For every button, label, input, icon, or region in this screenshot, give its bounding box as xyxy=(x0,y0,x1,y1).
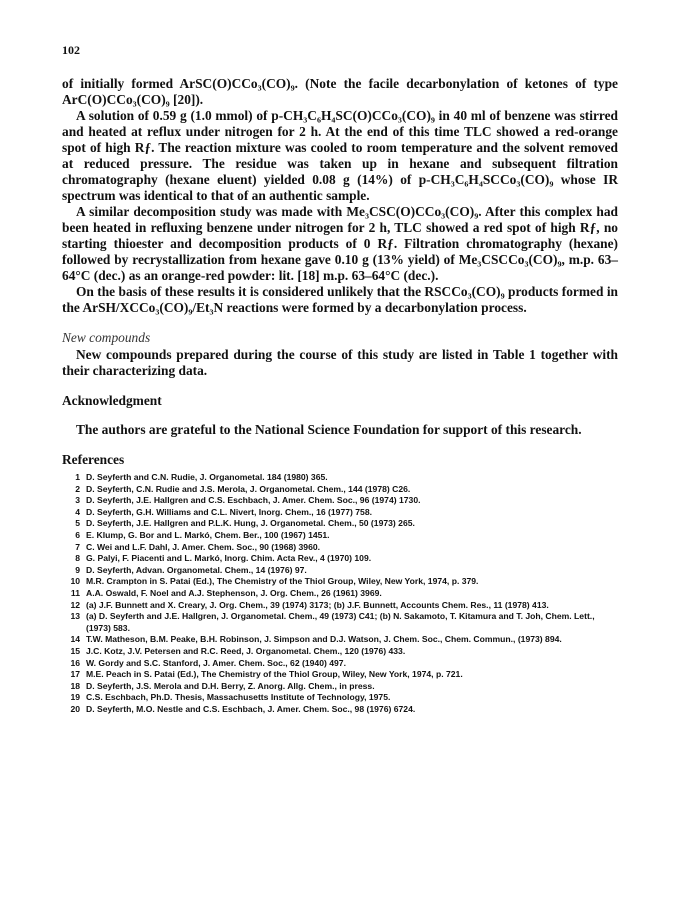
references-heading: References xyxy=(62,452,125,467)
reference-item xyxy=(62,704,618,716)
reference-text: G. Palyi, F. Piacenti and L. Markó, Inorg. Chim. Acta Rev., 4 (1970) 109. xyxy=(86,553,372,564)
reference-list xyxy=(62,472,618,715)
reference-item xyxy=(62,646,618,658)
reference-item xyxy=(62,565,618,577)
reference-number: 19 xyxy=(70,692,80,703)
reference-text: A.A. Oswald, F. Noel and A.J. Stephenson, J. Org. Chem., 26 (1961) 3969. xyxy=(86,587,382,598)
reference-item xyxy=(62,507,618,519)
page-number: 102 xyxy=(62,43,80,57)
reference-item xyxy=(62,588,618,600)
reference-item xyxy=(62,542,618,554)
reference-text: (a) J.F. Bunnett and X. Creary, J. Org. Chem., 39 (1974) 3173; (b) J.F. Bunnett, Accounts Chem. Res., 11 (1978) 413. xyxy=(86,599,549,610)
reference-number: 9 xyxy=(75,564,80,575)
reference-number: 2 xyxy=(75,483,80,494)
reference-text: M.E. Peach in S. Patai (Ed.), The Chemistry of the Thiol Group, Wiley, New York, 1974, p. 721. xyxy=(86,669,463,680)
reference-number: 17 xyxy=(70,669,80,680)
article-body xyxy=(62,76,618,715)
reference-item xyxy=(62,576,618,588)
reference-number: 20 xyxy=(70,703,80,714)
acknowledgment-heading: Acknowledgment xyxy=(62,393,162,408)
reference-text: T.W. Matheson, B.M. Peake, B.H. Robinson, J. Simpson and D.J. Watson, J. Chem. Soc., Chem. Commun., (1973) 894. xyxy=(86,634,562,645)
reference-text: D. Seyferth, G.H. Williams and C.L. Nivert, Inorg. Chem., 16 (1977) 758. xyxy=(86,506,372,517)
reference-text: D. Seyferth, J.S. Merola and D.H. Berry, Z. Anorg. Allg. Chem., in press. xyxy=(86,680,375,691)
acknowledgment-text: The authors are grateful to the National Science Foundation for support of this research. xyxy=(76,422,582,437)
reference-number: 8 xyxy=(75,553,80,564)
reference-item xyxy=(62,495,618,507)
reference-item xyxy=(62,692,618,704)
reference-text: D. Seyferth, J.E. Hallgren and P.L.K. Hung, J. Organometal. Chem., 50 (1973) 265. xyxy=(86,518,415,529)
new-compounds-heading: New compounds xyxy=(62,330,151,345)
reference-number: 3 xyxy=(75,495,80,506)
reference-text: C. Wei and L.F. Dahl, J. Amer. Chem. Soc., 90 (1968) 3960. xyxy=(86,541,321,552)
reference-number: 11 xyxy=(70,587,80,598)
reference-text: D. Seyferth, C.N. Rudie and J.S. Merola, J. Organometal. Chem., 144 (1978) C26. xyxy=(86,483,411,494)
reference-number: 13 xyxy=(70,611,80,622)
reference-number: 14 xyxy=(70,634,80,645)
reference-text: D. Seyferth and C.N. Rudie, J. Organometal. 184 (1980) 365. xyxy=(86,472,328,482)
reference-item xyxy=(62,553,618,565)
reference-item xyxy=(62,681,618,693)
reference-item xyxy=(62,658,618,670)
reference-text: W. Gordy and S.C. Stanford, J. Amer. Chem. Soc., 62 (1940) 497. xyxy=(86,657,346,668)
reference-item xyxy=(62,518,618,530)
reference-item xyxy=(62,611,618,634)
paragraph-similar-study: A similar decomposition study was made with Me₃CSC(O)CCo₃(CO)₉. After this complex had been heated in refluxing benzene under nitrogen for 2 h, TLC showed a red spot of high Rƒ, no starting thioester and decomposition products of 0 Rƒ. Filtration chromatography (hexane) followed by recrystallization from hexane gave 0.10 g (13% yield) of Me₃CSCCo₃(CO)₉, m.p. 63–64°C (dec.) as an orange-red powder: lit. [18] m.p. 63–64°C (dec.). xyxy=(62,204,618,283)
reference-item xyxy=(62,484,618,496)
reference-number: 5 xyxy=(75,518,80,529)
reference-number: 10 xyxy=(70,576,80,587)
reference-text: E. Klump, G. Bor and L. Markó, Chem. Ber., 100 (1967) 1451. xyxy=(86,529,330,540)
reference-number: 18 xyxy=(70,680,80,691)
new-compounds-text: New compounds prepared during the course of this study are listed in Table 1 together with their characterizing data. xyxy=(62,347,618,378)
reference-number: 6 xyxy=(75,529,80,540)
reference-number: 16 xyxy=(70,657,80,668)
reference-number: 7 xyxy=(75,541,80,552)
reference-number: 4 xyxy=(75,506,80,517)
reference-item xyxy=(62,472,618,484)
reference-item xyxy=(62,600,618,612)
reference-text: D. Seyferth, J.E. Hallgren and C.S. Eschbach, J. Amer. Chem. Soc., 96 (1974) 1730. xyxy=(86,495,421,506)
reference-text: D. Seyferth, M.O. Nestle and C.S. Eschbach, J. Amer. Chem. Soc., 98 (1976) 6724. xyxy=(86,703,416,714)
reference-item xyxy=(62,634,618,646)
reference-item xyxy=(62,669,618,681)
paragraph-conclusion: On the basis of these results it is considered unlikely that the RSCCo₃(CO)₉ products formed in the ArSH/XCCo₃(CO)₉/Et₃N reactions were formed by a decarbonylation process. xyxy=(62,284,618,315)
reference-item xyxy=(62,530,618,542)
reference-text: D. Seyferth, Advan. Organometal. Chem., 14 (1976) 97. xyxy=(86,564,307,575)
reference-text: C.S. Eschbach, Ph.D. Thesis, Massachusetts Institute of Technology, 1975. xyxy=(86,692,391,703)
reference-number: 12 xyxy=(70,599,80,610)
reference-text: M.R. Crampton in S. Patai (Ed.), The Chemistry of the Thiol Group, Wiley, New York, 1974, p. 379. xyxy=(86,576,479,587)
paragraph-thioester-decomposition: A solution of 0.59 g (1.0 mmol) of p-CH₃C₆H₄SC(O)CCo₃(CO)₉ in 40 ml of benzene was stirred and heated at reflux under nitrogen for 2 h. At the end of this time TLC showed a red-orange spot of high Rƒ. The reaction mixture was cooled to room temperature and the solvent removed at reduced pressure. The residue was taken up in hexane and subsequent filtration chromatography (hexane eluent) yielded 0.08 g (14%) of p-CH₃C₆H₄SCCo₃(CO)₉ whose IR spectrum was identical to that of an authentic sample. xyxy=(62,108,618,203)
paragraph-continuation: of initially formed ArSC(O)CCo₃(CO)₉. (Note the facile decarbonylation of ketones of type ArC(O)CCo₃(CO)₉ [20]). xyxy=(62,76,618,107)
reference-number: 15 xyxy=(70,645,80,656)
reference-text: (a) D. Seyferth and J.E. Hallgren, J. Organometal. Chem., 49 (1973) C41; (b) N. Sakamoto, T. Kitamura and T. Joh, Chem. Lett., (1973) 583. xyxy=(86,611,595,633)
reference-number: 1 xyxy=(75,472,80,482)
reference-text: J.C. Kotz, J.V. Petersen and R.C. Reed, J. Organometal. Chem., 120 (1976) 433. xyxy=(86,645,406,656)
